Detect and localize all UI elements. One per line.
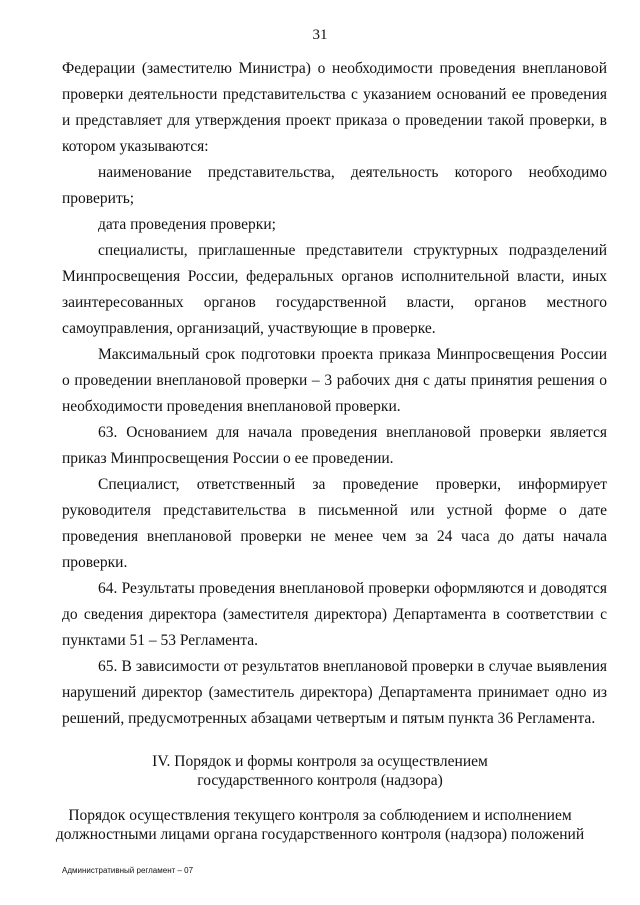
paragraph: Федерации (заместителю Министра) о необходимости проведения внеплановой проверки деятельности представительства с указанием оснований ее проведения и представляет для утверждения проект приказа о проведении такой проверки, в котором указываются:	[62, 60, 607, 155]
paragraph: специалисты, приглашенные представители структурных подразделений Минпросвещения России, федеральных органов исполнительной власти, иных заинтересованных органов государственной власти, органов местного самоуправления, организаций, участвующие в проверке.	[62, 242, 607, 337]
paragraph: 65. В зависимости от результатов внеплановой проверки в случае выявления нарушений директор (заместитель директора) Департамента принимает одно из решений, предусмотренных абзацами четвертым и пятым пункта 36 Регламента.	[62, 658, 607, 727]
section-heading-line: IV. Порядок и формы контроля за осуществлением	[152, 753, 488, 770]
section-heading-line: государственного контроля (надзора)	[197, 772, 443, 789]
section-heading	[0, 752, 640, 790]
sub-heading-line: должностными лицами органа государственного контроля (надзора) положений	[55, 826, 585, 843]
sub-heading-line: Порядок осуществления текущего контроля за соблюдением и исполнением	[68, 807, 572, 824]
page-number: 31	[312, 27, 328, 43]
paragraph: дата проведения проверки;	[98, 216, 276, 233]
paragraph: Максимальный срок подготовки проекта приказа Минпросвещения России о проведении внеплановой проверки – 3 рабочих дня с даты принятия решения о необходимости проведения внеплановой проверки.	[62, 346, 607, 415]
body-text	[62, 56, 607, 732]
paragraph: Специалист, ответственный за проведение проверки, информирует руководителя представительства в письменной или устной форме о дате проведения внеплановой проверки не менее чем за 24 часа до даты начала проверки.	[62, 476, 607, 571]
paragraph: 63. Основанием для начала проведения внеплановой проверки является приказ Минпросвещения России о ее проведении.	[62, 424, 607, 467]
paragraph: 64. Результаты проведения внеплановой проверки оформляются и доводятся до сведения директора (заместителя директора) Департамента в соответствии с пунктами 51 – 53 Регламента.	[62, 580, 607, 649]
sub-heading	[0, 806, 640, 844]
paragraph: наименование представительства, деятельность которого необходимо проверить;	[62, 164, 607, 207]
footer-note: Административный регламент – 07	[62, 866, 194, 875]
